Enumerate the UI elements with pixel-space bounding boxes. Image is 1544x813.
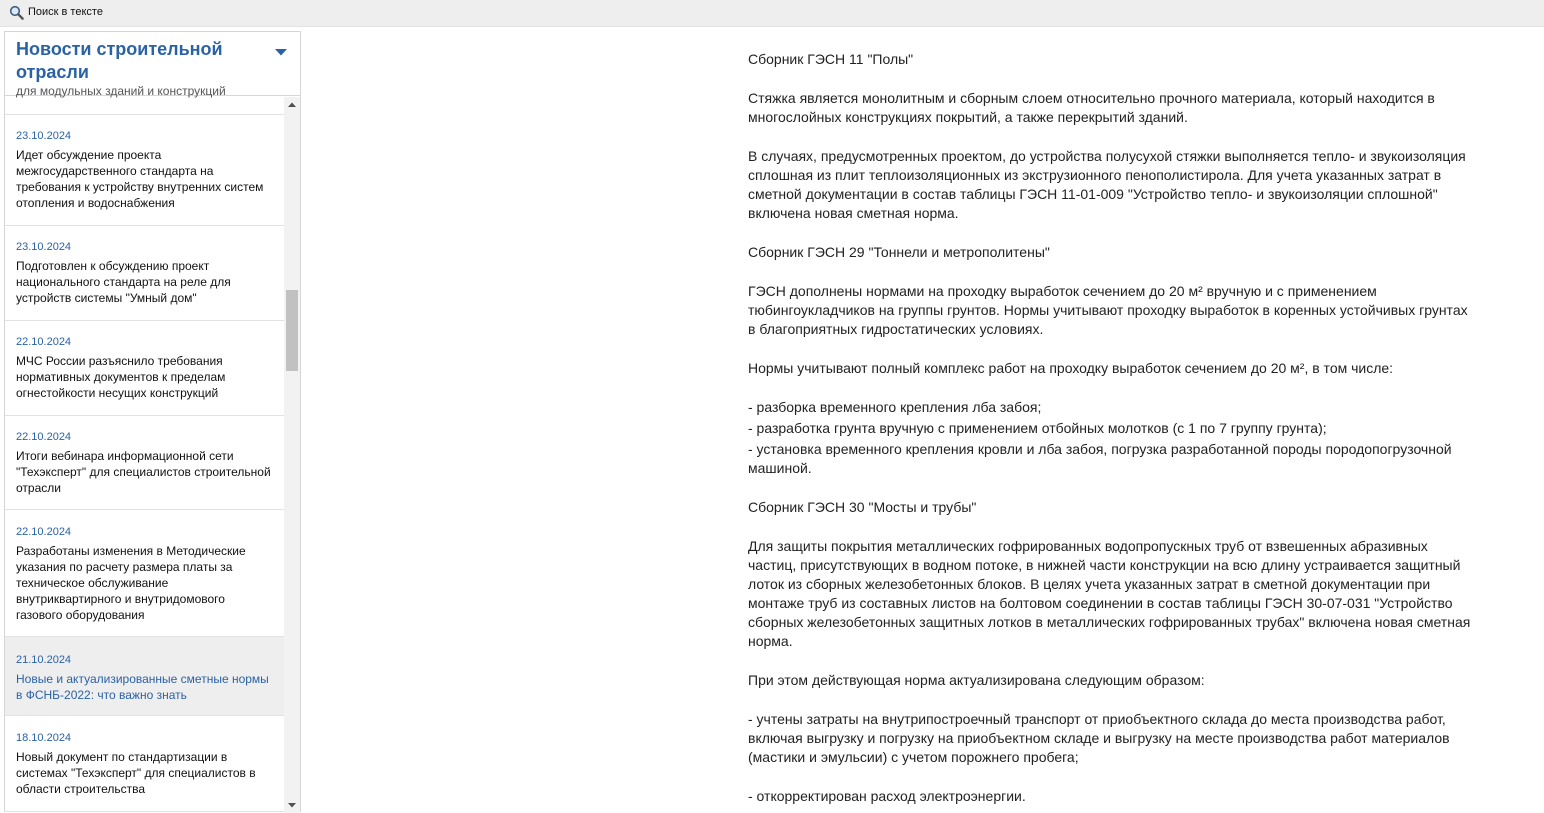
paragraph: Для защиты покрытия металлических гофрированных водопропускных труб от взвешенных абразивных частиц, присутствующих в водном потоке, в нижней части конструкции на всю длину устраивается защитный лоток из сборных железобетонных блоков. В целях учета указанных затрат в сметной документации при монтаже труб из составных листов на болтовом соединении в состав таблицы ГЭСН 30-07-031 "Устройство сборных железобетонных защитных лотков в металлических гофрированных трубах" включена новая сметная норма. <box>748 538 1471 649</box>
news-list-viewport <box>5 84 284 813</box>
news-item-date: 22.10.2024 <box>16 526 72 538</box>
section-heading: Сборник ГЭСН 30 "Мосты и трубы" <box>748 499 977 515</box>
news-item[interactable] <box>5 115 284 226</box>
paragraph: Нормы учитывают полный комплекс работ на проходку выработок сечением до 20 м², в том числе: <box>748 360 1394 376</box>
list-item: - разработка грунта вручную с применением отбойных молотков (с 1 по 7 группу грунта); <box>748 420 1327 436</box>
news-item-selected[interactable] <box>5 637 284 716</box>
news-item-date: 23.10.2024 <box>16 130 72 142</box>
news-item[interactable] <box>5 416 284 510</box>
news-item[interactable] <box>5 510 284 637</box>
news-list-scrollbar[interactable] <box>284 97 300 813</box>
paragraph: ГЭСН дополнены нормами на проходку выработок сечением до 20 м² вручную и с применением тюбингоукладчиков на группы грунтов. Нормы учитывают проходку выработок в коренных устойчивых грунтах в благоприятных гидростатических условиях. <box>748 283 1468 337</box>
news-item-title: Новый документ по стандартизации в системах "Техэксперт" для специалистов в области строительства <box>16 750 256 796</box>
news-item-date: 22.10.2024 <box>16 431 72 443</box>
news-item[interactable] <box>5 321 284 416</box>
news-item-title: Идет обсуждение проекта межгосударственного стандарта на требования к устройству внутренних систем отопления и водоснабжения <box>16 148 264 210</box>
list-item: - установка временного крепления кровли и лба забоя, погрузка разработанной породы породопогрузочной машиной. <box>748 441 1452 476</box>
news-item-date: 23.10.2024 <box>16 241 72 253</box>
news-item[interactable] <box>5 85 284 115</box>
search-in-text-label: Поиск в тексте <box>28 6 103 18</box>
list-item: - учтены затраты на внутрипостроечный транспорт от приобъектного склада до места производства работ, включая выгрузку и погрузку на приобъектном складе и выгрузку на месте производства работ материалов (мастики и эмульсии) с учетом порожнего пробега; <box>748 711 1450 765</box>
news-item-date: 18.10.2024 <box>16 732 72 744</box>
news-item-title: Подготовлен к обсуждению проект национального стандарта на реле для устройств системы "Умный дом" <box>16 259 231 305</box>
news-panel <box>4 31 301 812</box>
news-list <box>5 85 284 812</box>
search-in-text-button[interactable] <box>9 4 103 20</box>
paragraph: Стяжка является монолитным и сборным слоем относительно прочного материала, который находится в многослойных конструкциях покрытий, а также перекрытий зданий. <box>748 90 1435 125</box>
document-content <box>748 50 1478 806</box>
list-item: - разборка временного крепления лба забоя; <box>748 399 1042 415</box>
news-item-date: 21.10.2024 <box>16 654 72 666</box>
section-heading: Сборник ГЭСН 29 "Тоннели и метрополитены" <box>748 244 1050 260</box>
magnifier-icon <box>9 5 24 20</box>
scroll-up-arrow-icon[interactable] <box>284 99 300 111</box>
news-item[interactable] <box>5 226 284 321</box>
scroll-down-arrow-icon[interactable] <box>284 799 300 811</box>
scrollbar-thumb[interactable] <box>286 290 298 371</box>
news-item-date: 22.10.2024 <box>16 336 72 348</box>
paragraph: При этом действующая норма актуализирована следующим образом: <box>748 672 1205 688</box>
news-item[interactable] <box>5 716 284 812</box>
paragraph: В случаях, предусмотренных проектом, до устройства полусухой стяжки выполняется тепло- и звукоизоляция сплошная из плит теплоизоляционных из экструзионного пенополистирола. Для учета указанных затрат в сметной документации в состав таблицы ГЭСН 11-01-009 "Устройство тепло- и звукоизоляции сплошной" включена новая сметная норма. <box>748 148 1466 221</box>
news-item-title: МЧС России разъяснило требования нормативных документов к пределам огнестойкости несущих конструкций <box>16 354 226 400</box>
toolbar <box>0 0 1544 27</box>
chevron-down-icon[interactable] <box>274 47 288 57</box>
list-item: - откорректирован расход электроэнергии. <box>748 788 1026 804</box>
section-heading: Сборник ГЭСН 11 "Полы" <box>748 51 914 67</box>
news-item-title: Новые и актуализированные сметные нормы в ФСНБ-2022: что важно знать <box>16 672 269 702</box>
news-panel-title: Новости строительной отрасли <box>16 39 223 82</box>
news-item-title: Итоги вебинара информационной сети "Техэксперт" для специалистов строительной отрасли <box>16 449 271 495</box>
news-item-title: для модульных зданий и конструкций <box>16 84 226 98</box>
news-item-title: Разработаны изменения в Методические указания по расчету размера платы за техническое обслуживание внутриквартирного и внутридомового газового оборудования <box>16 544 246 622</box>
